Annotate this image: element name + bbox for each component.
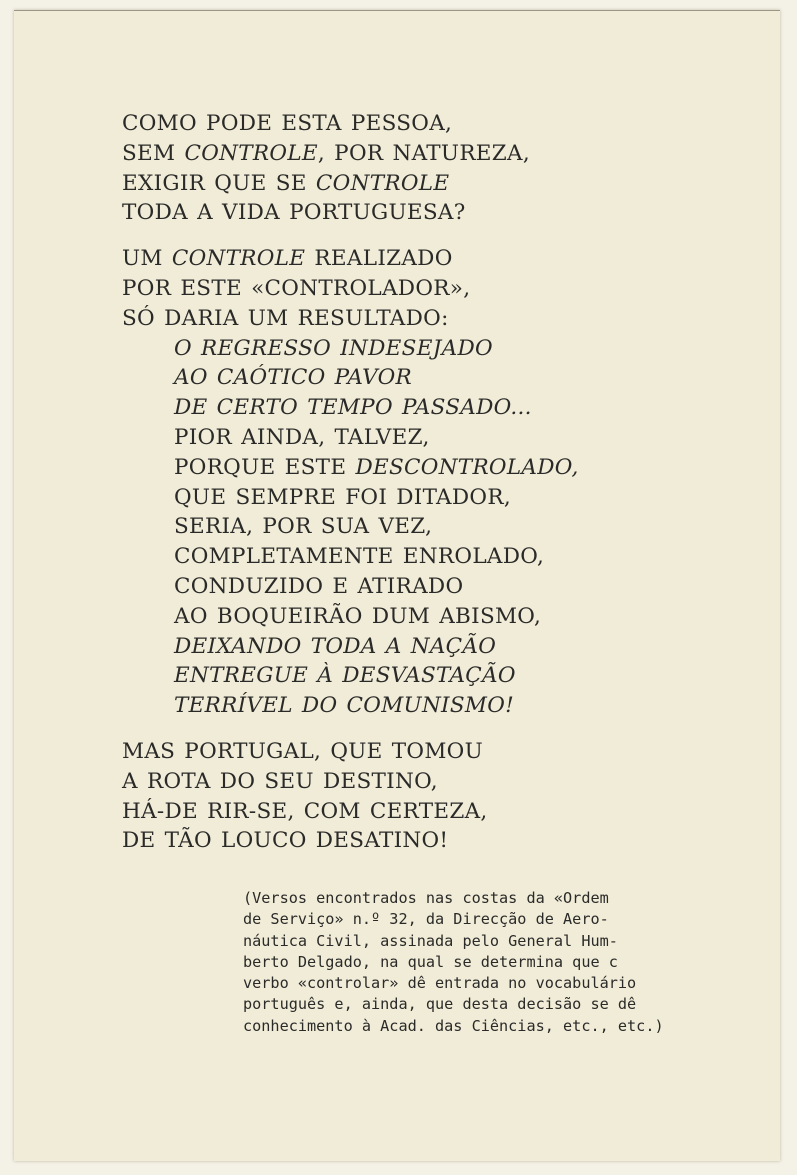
text: QUE SEMPRE FOI DITADOR, xyxy=(174,484,511,510)
text: REALIZADO xyxy=(305,246,453,272)
poem-line xyxy=(122,602,579,632)
italic-text: O REGRESSO INDESEJADO xyxy=(174,335,493,361)
poem-line xyxy=(122,483,579,513)
italic-text: DESCONTROLADO, xyxy=(355,454,579,480)
stanza-3 xyxy=(122,737,579,856)
text: EXIGIR QUE SE xyxy=(122,170,316,196)
poem-line xyxy=(122,109,579,139)
poem-line xyxy=(122,393,579,423)
text: POR ESTE «CONTROLADOR», xyxy=(122,275,471,301)
footnote-line: conhecimento à Acad. das Ciências, etc., etc.) xyxy=(243,1016,664,1035)
document-page xyxy=(14,10,780,1161)
poem-line xyxy=(122,363,579,393)
poem-line xyxy=(122,797,579,827)
italic-text: DE CERTO TEMPO PASSADO... xyxy=(174,395,532,421)
poem xyxy=(122,109,579,872)
poem-line xyxy=(122,632,579,662)
poem-line xyxy=(122,198,579,228)
poem-line xyxy=(122,542,579,572)
poem-line xyxy=(122,737,579,767)
italic-text: CONTROLE xyxy=(184,140,318,166)
poem-line xyxy=(122,691,579,721)
text: HÁ-DE RIR-SE, COM CERTEZA, xyxy=(122,798,488,824)
text: COMO PODE ESTA PESSOA, xyxy=(122,111,453,136)
poem-line xyxy=(122,453,579,483)
italic-text: AO CAÓTICO PAVOR xyxy=(174,365,413,391)
text: TODA A VIDA PORTUGUESA? xyxy=(122,200,466,226)
footnote-line: verbo «controlar» dê entrada no vocabulário xyxy=(243,974,637,993)
text: , POR NATUREZA, xyxy=(317,140,530,166)
footnote-line: português e, ainda, que desta decisão se dê xyxy=(243,995,637,1014)
footnote-line: berto Delgado, na qual se determina que c xyxy=(243,952,618,971)
poem-line xyxy=(122,512,579,542)
italic-text: DEIXANDO TODA A NAÇÃO xyxy=(174,633,497,659)
stanza-2 xyxy=(122,244,579,721)
footnote-line: de Serviço» n.º 32, da Direcção de Aero- xyxy=(243,910,609,929)
footnote-line: náutica Civil, assinada pelo General Hum- xyxy=(243,931,618,950)
text: DE TÃO LOUCO DESATINO! xyxy=(122,828,449,854)
poem-line xyxy=(122,139,579,169)
poem-line xyxy=(122,767,579,797)
poem-line xyxy=(122,572,579,602)
poem-line xyxy=(122,826,579,856)
poem-line xyxy=(122,304,579,334)
text: CONDUZIDO E ATIRADO xyxy=(174,573,464,599)
poem-line xyxy=(122,244,579,274)
text: MAS PORTUGAL, QUE TOMOU xyxy=(122,738,484,764)
text: COMPLETAMENTE ENROLADO, xyxy=(174,544,545,570)
stanza-1 xyxy=(122,109,579,228)
italic-text: CONTROLE xyxy=(171,246,306,272)
italic-text: ENTREGUE À DESVASTAÇÃO xyxy=(174,663,516,689)
text: A ROTA DO SEU DESTINO, xyxy=(122,768,438,794)
poem-line xyxy=(122,334,579,364)
poem-line xyxy=(122,423,579,453)
text: SERIA, POR SUA VEZ, xyxy=(174,514,433,540)
italic-text: CONTROLE xyxy=(315,170,450,196)
italic-text: TERRÍVEL DO COMUNISMO! xyxy=(174,693,515,719)
text: PIOR AINDA, TALVEZ, xyxy=(174,424,430,450)
poem-line xyxy=(122,169,579,199)
text: PORQUE ESTE xyxy=(174,454,356,480)
text: UM xyxy=(122,246,172,272)
text: SÓ DARIA UM RESULTADO: xyxy=(122,305,449,331)
footnote-line: (Versos encontrados nas costas da «Ordem xyxy=(243,889,609,907)
text: AO BOQUEIRÃO DUM ABISMO, xyxy=(174,603,542,629)
poem-line xyxy=(122,274,579,304)
footnote xyxy=(243,888,723,1037)
text: SEM xyxy=(122,140,185,166)
poem-line xyxy=(122,661,579,691)
